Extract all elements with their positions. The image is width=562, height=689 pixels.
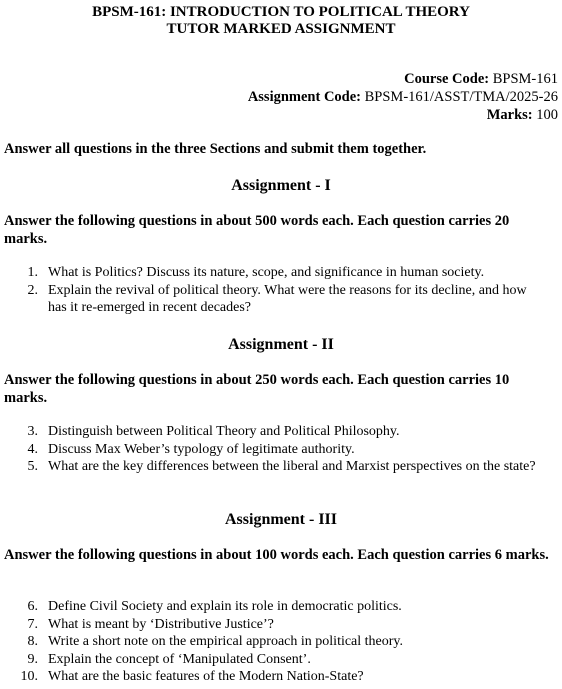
section-heading-2: Assignment - II — [228, 336, 334, 353]
assignment-code — [248, 88, 558, 106]
question-item — [0, 423, 562, 441]
question-item — [0, 668, 562, 686]
course-code-label: Course Code: — [404, 71, 490, 87]
question-text: Explain the revival of political theory. What were the reasons for its decline, and how has it re-emerged in recent decades? — [48, 282, 527, 315]
assignment-code-label: Assignment Code: — [247, 89, 361, 105]
document-subtitle: TUTOR MARKED ASSIGNMENT — [166, 21, 396, 37]
general-instruction: Answer all questions in the three Sections and submit them together. — [4, 141, 427, 157]
question-number: 3. — [27, 424, 38, 439]
assignment-code-value: BPSM-161/ASST/TMA/2025-26 — [364, 89, 558, 105]
section-heading-1: Assignment - I — [231, 177, 331, 194]
section-instruction-2: Answer the following questions in about 250 words each. Each question carries 10 marks. — [4, 372, 510, 406]
question-list-2 — [0, 423, 562, 476]
question-text: What are the key differences between the liberal and Marxist perspectives on the state? — [48, 459, 536, 474]
question-item — [0, 598, 562, 616]
question-text: What are the basic features of the Modern Nation-State? — [48, 669, 364, 684]
question-number: 1. — [27, 265, 38, 280]
question-text: Write a short note on the empirical approach in political theory. — [48, 634, 404, 649]
question-item — [0, 282, 562, 317]
question-list-1 — [0, 264, 562, 317]
question-item — [0, 651, 562, 669]
question-item — [0, 264, 562, 282]
question-text: Discuss Max Weber’s typology of legitimate authority. — [48, 441, 355, 457]
question-text: Define Civil Society and explain its role in democratic politics. — [48, 599, 402, 614]
document-title: BPSM-161: INTRODUCTION TO POLITICAL THEORY — [92, 4, 470, 20]
section-instruction-3: Answer the following questions in about 100 words each. Each question carries 6 marks. — [4, 547, 549, 563]
question-number: 7. — [27, 616, 38, 632]
marks-label: Marks: — [486, 107, 533, 123]
marks-value: 100 — [536, 107, 558, 123]
question-number: 10. — [20, 669, 38, 684]
marks — [487, 106, 558, 124]
question-text: Explain the concept of ‘Manipulated Consent’. — [48, 651, 311, 667]
question-text: Distinguish between Political Theory and Political Philosophy. — [48, 424, 400, 439]
question-item — [0, 633, 562, 651]
question-number: 8. — [27, 634, 38, 649]
question-text: What is Politics? Discuss its nature, scope, and significance in human society. — [48, 265, 485, 280]
question-number: 9. — [27, 651, 38, 667]
course-code-value: BPSM-161 — [492, 71, 558, 87]
question-item — [0, 441, 562, 459]
question-text: What is meant by ‘Distributive Justice’? — [48, 616, 274, 632]
course-code — [404, 70, 558, 88]
section-heading-3: Assignment - III — [224, 511, 337, 528]
question-number: 4. — [27, 441, 38, 457]
section-instruction-1: Answer the following questions in about 500 words each. Each question carries 20 marks. — [4, 213, 510, 247]
question-number: 2. — [27, 282, 38, 298]
question-number: 6. — [27, 599, 38, 614]
question-item — [0, 458, 562, 476]
question-number: 5. — [27, 459, 38, 474]
question-list-3 — [0, 598, 562, 686]
question-item — [0, 616, 562, 634]
